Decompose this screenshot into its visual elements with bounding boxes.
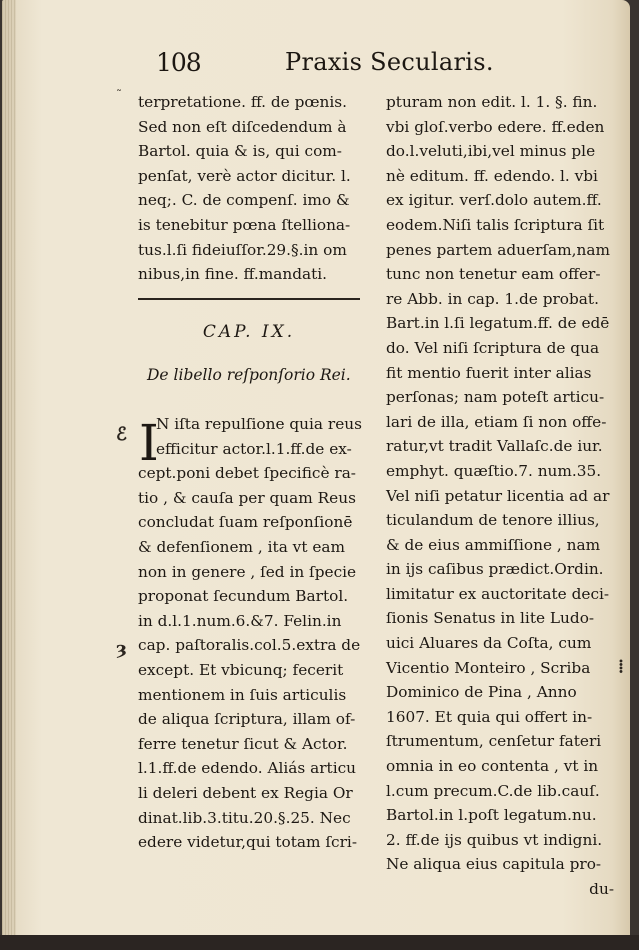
text-line: tus.l.ſi fideiuſſor.29.§.in om xyxy=(138,240,347,259)
text-line: lari de illa, etiam ſi non offe- xyxy=(386,412,607,431)
section-title: De libello reſponſorio Rei. xyxy=(147,366,351,384)
text-line: penſat, verè actor dicitur. l. xyxy=(138,166,351,185)
text-line: pturam non edit. l. 1. §. fin. xyxy=(386,93,598,111)
text-line: re Abb. in cap. 1.de probat. xyxy=(386,289,599,308)
text-line: in d.l.1.num.6.&7. Felin.in xyxy=(138,611,342,630)
text-line: omnia in eo contenta , vt in xyxy=(386,757,599,776)
text-line: emphyt. quæſtio.7. num.35. xyxy=(386,461,602,480)
text-line: penes partem aduerſam,nam xyxy=(386,240,611,259)
text-line: 2. ff.de ijs quibus vt indigni. xyxy=(386,830,603,849)
text-line: do.l.veluti,ibi,vel minus ple xyxy=(386,142,596,161)
left-column-top xyxy=(138,90,360,287)
text-line: Ne aliqua eius capitula pro- xyxy=(386,855,602,874)
text-line: eodem.Niſi talis ſcriptura ſit xyxy=(386,215,605,234)
printer-mark-icon: ˜ xyxy=(116,88,122,102)
text-line: proponat ſecundum Bartol. xyxy=(138,587,349,606)
text-line: ſtrumentum, cenſetur fateri xyxy=(386,732,602,751)
text-line: ferre tenetur ſicut & Actor. xyxy=(138,734,348,753)
page-header xyxy=(2,44,630,84)
text-line: Bartol.in l.poſt legatum.nu. xyxy=(386,806,597,825)
text-line: non in genere , ſed in ſpecie xyxy=(138,562,357,581)
text-line: vbi gloſ.verbo edere. ff.eden xyxy=(386,117,605,136)
marginal-note-mark-icon: ȝ xyxy=(116,638,127,659)
marginal-note-mark-icon: ℰ xyxy=(116,424,127,445)
text-line: N iſta repulſione quia reus xyxy=(156,415,362,433)
running-title: Praxis Secularis. xyxy=(285,48,494,76)
chapter-heading: CAP. IX. xyxy=(202,322,296,342)
text-line: Bartol. quia & is, qui com- xyxy=(138,142,342,161)
text-line: in ijs caſibus prædict.Ordin. xyxy=(386,560,604,579)
section-divider xyxy=(138,298,360,300)
text-line: tunc non tenetur eam offer- xyxy=(386,265,601,284)
text-line: Bart.in l.ſi legatum.ff. de edē xyxy=(386,314,610,333)
text-line: Vicentio Monteiro , Scriba xyxy=(386,658,591,677)
text-line: l.cum precum.C.de lib.cauſ. xyxy=(386,781,600,800)
text-line: mentionem in ſuis articulis xyxy=(138,685,347,704)
text-line: neq;. C. de compenſ. imo & xyxy=(138,191,350,210)
text-line: ex igitur. verſ.dolo autem.ff. xyxy=(386,191,602,210)
text-line: de aliqua ſcriptura, illam of- xyxy=(138,710,356,729)
page-number: 108 xyxy=(156,48,201,77)
scan-background xyxy=(0,935,639,950)
text-line: l.1.ff.de edendo. Aliás articu xyxy=(138,759,357,778)
text-line: ſionis Senatus in lite Ludo- xyxy=(386,609,595,628)
text-line: tio , & cauſa per quam Reus xyxy=(138,488,356,507)
marginal-note-mark-icon: ⁞ xyxy=(618,656,624,677)
text-line: & defenſionem , ita vt eam xyxy=(138,537,346,556)
text-line: nibus,in fine. ff.mandati. xyxy=(138,265,328,284)
text-line: ticulandum de tenore illius, xyxy=(386,511,600,530)
text-line: fit mentio fuerit inter alias xyxy=(386,363,592,382)
page-gutter xyxy=(2,0,16,944)
left-column-body xyxy=(138,412,360,855)
text-line: cap. paſtoralis.col.5.extra de xyxy=(138,636,361,655)
text-line: Sed non eſt diſcedendum à xyxy=(138,117,347,136)
text-line: ratur,vt tradit Vallaſc.de iur. xyxy=(386,437,603,456)
book-page xyxy=(2,0,630,944)
text-line: uici Aluares da Coſta, cum xyxy=(386,634,592,653)
text-line: li deleri debent ex Regia Or xyxy=(138,783,353,802)
text-line: 1607. Et quia qui offert in- xyxy=(386,707,593,726)
text-line: Vel niſi petatur licentia ad ar xyxy=(386,486,610,505)
catchword: du- xyxy=(589,880,614,898)
text-line: edere videtur,qui totam ſcri- xyxy=(138,833,357,852)
text-line: is tenebitur pœna ſtelliona- xyxy=(138,215,351,234)
text-line: efficitur actor.l.1.ff.de ex- xyxy=(156,439,352,458)
text-line: terpretatione. ff. de pœnis. xyxy=(138,93,347,111)
text-line: cept.poni debet ſpecificè ra- xyxy=(138,464,356,483)
text-line: Dominico de Pina , Anno xyxy=(386,683,577,702)
text-line: & de eius ammiſſione , nam xyxy=(386,535,601,554)
text-line: perſonas; nam poteſt articu- xyxy=(386,388,605,407)
text-line: dinat.lib.3.titu.20.§.25. Nec xyxy=(138,808,351,827)
right-column xyxy=(386,90,614,902)
text-line: nè editum. ff. edendo. l. vbi xyxy=(386,166,598,185)
text-line: limitatur ex auctoritate deci- xyxy=(386,584,610,603)
text-line: concludat ſuam reſponſionē xyxy=(138,513,353,532)
drop-cap: I xyxy=(139,414,159,472)
text-line: except. Et vbicunq; fecerit xyxy=(138,660,344,679)
text-line: do. Vel niſi ſcriptura de qua xyxy=(386,338,600,357)
